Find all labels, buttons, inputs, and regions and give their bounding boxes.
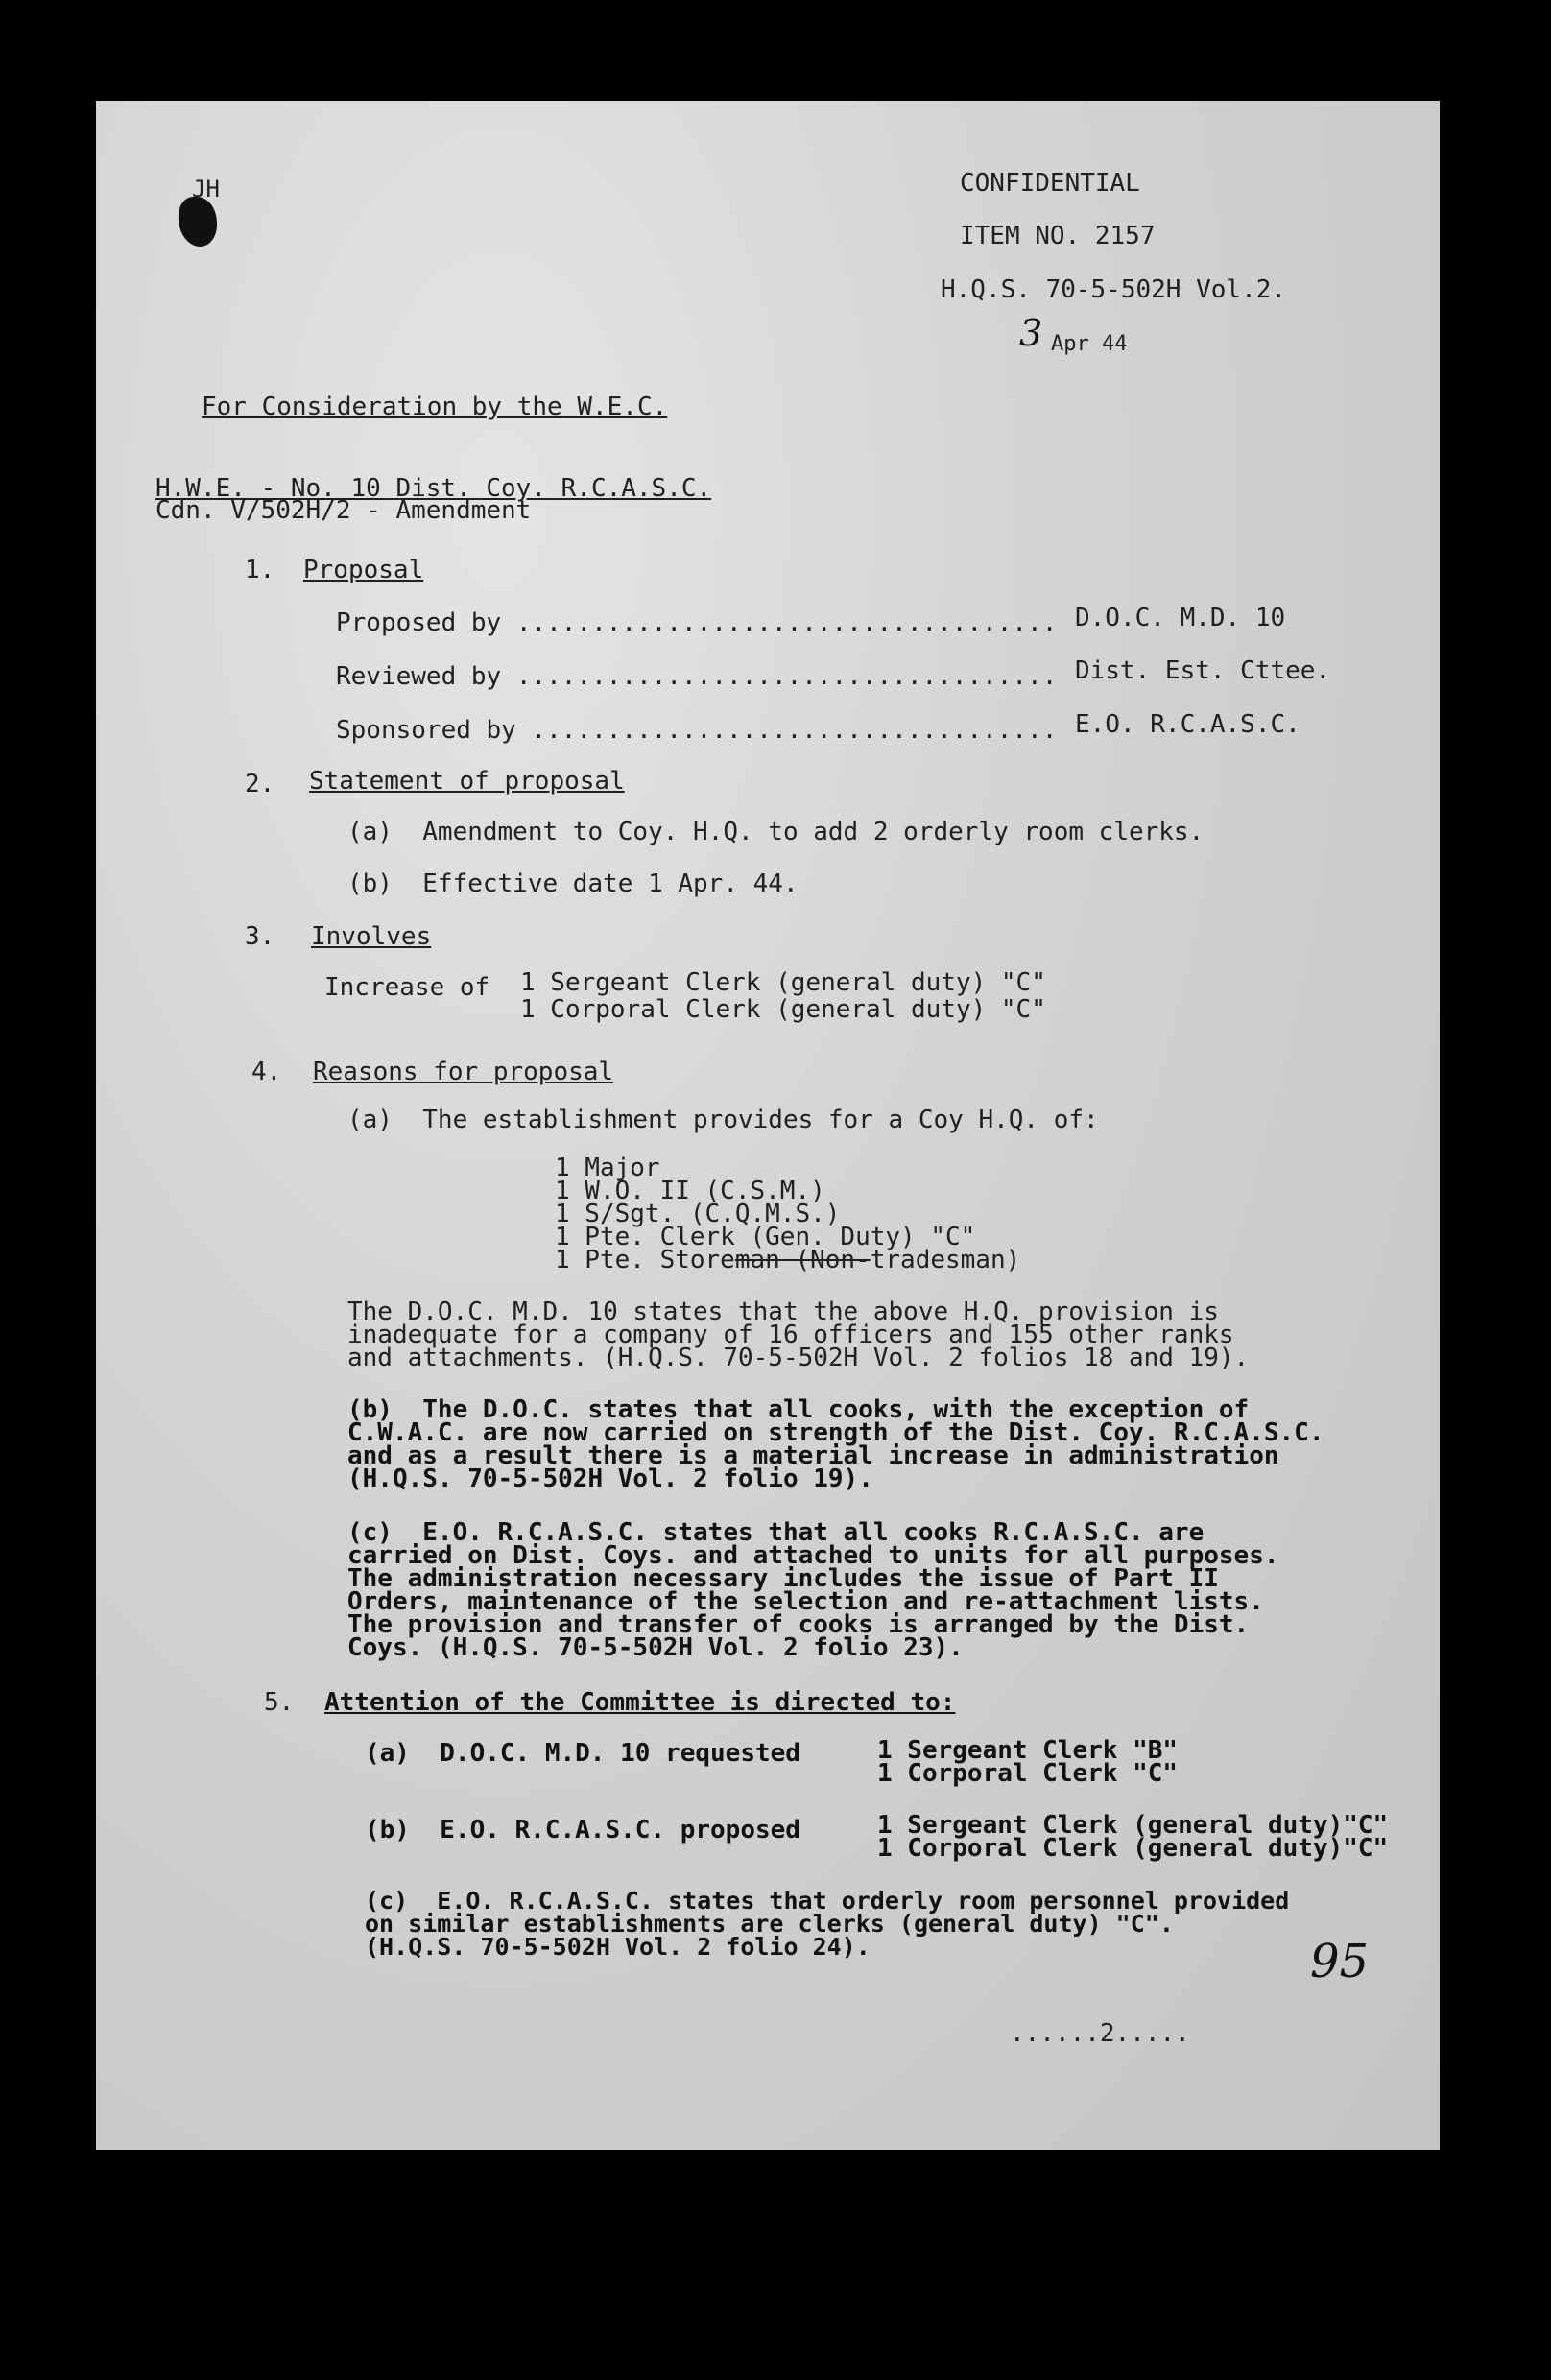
continuation-marker: ......2..... [1010, 2019, 1190, 2048]
section-number: 3. [245, 922, 275, 951]
reasons-c-para-line: Coys. (H.Q.S. 70-5-502H Vol. 2 folio 23). [347, 1633, 964, 1662]
establishment-item: 1 W.O. II (C.S.M.) [555, 1177, 825, 1205]
establishment-item-storeman [555, 1247, 1020, 1273]
section-number: 2. [245, 770, 275, 798]
attention-c-line: on similar establishments are clerks (general duty) "C". [365, 1910, 1174, 1938]
subject-line: H.W.E. - No. 10 Dist. Coy. R.C.A.S.C. [155, 474, 712, 503]
consideration-heading: For Consideration by the W.E.C. [202, 393, 668, 421]
section-title: Reasons for proposal [313, 1058, 614, 1086]
involves-lead: Increase of [324, 973, 490, 1002]
reasons-a-para-line: and attachments. (H.Q.S. 70-5-502H Vol. 2 folios 18 and 19). [347, 1344, 1250, 1372]
reasons-a-para-line: inadequate for a company of 16 officers and 155 other ranks [347, 1321, 1234, 1349]
section-number: 5. [264, 1688, 295, 1717]
section-number: 1. [245, 556, 275, 584]
classification: CONFIDENTIAL [960, 169, 1140, 198]
sponsored-by-label: Sponsored by ................................... [336, 716, 1058, 745]
attention-b-label: (b) E.O. R.C.A.S.C. proposed [365, 1816, 800, 1844]
reasons-c-para-line: The provision and transfer of cooks is arranged by the Dist. [347, 1610, 1250, 1639]
sponsored-by-value: E.O. R.C.A.S.C. [1075, 710, 1300, 739]
involves-item: 1 Sergeant Clerk (general duty) "C" [520, 968, 1046, 997]
attention-b-item: 1 Corporal Clerk (general duty)"C" [877, 1834, 1389, 1863]
storeman-post: tradesman) [870, 1246, 1021, 1274]
storeman-struck: man (Non- [734, 1246, 871, 1274]
document-page [96, 101, 1440, 2150]
reviewed-by-label: Reviewed by .................................... [336, 662, 1058, 691]
reasons-c-para-line: Orders, maintenance of the selection and re-attachment lists. [347, 1587, 1264, 1616]
handwritten-folio-number: 95 [1310, 1935, 1370, 1988]
reference-line: Cdn. V/502H/2 - Amendment [155, 496, 532, 525]
attention-b-item: 1 Sergeant Clerk (general duty)"C" [877, 1811, 1389, 1840]
initials: JH [192, 176, 220, 202]
reasons-c-para-line: carried on Dist. Coys. and attached to units for all purposes. [347, 1541, 1279, 1570]
reasons-a-para-line: The D.O.C. M.D. 10 states that the above H.Q. provision is [347, 1297, 1219, 1326]
attention-a-item: 1 Sergeant Clerk "B" [877, 1736, 1179, 1765]
attention-c-line: (H.Q.S. 70-5-502H Vol. 2 folio 24). [365, 1933, 871, 1961]
section-title: Proposal [303, 556, 424, 584]
reasons-b-para-line: C.W.A.C. are now carried on strength of the Dist. Coy. R.C.A.S.C. [347, 1418, 1324, 1447]
date: Apr 44 [1051, 332, 1128, 356]
reasons-b-para-line: and as a result there is a material increase in administration [347, 1441, 1279, 1470]
section-title: Attention of the Committee is directed to: [324, 1688, 956, 1717]
proposed-by-value: D.O.C. M.D. 10 [1075, 604, 1286, 632]
reasons-c-para-line: (c) E.O. R.C.A.S.C. states that all cooks R.C.A.S.C. are [347, 1518, 1205, 1547]
section-title: Statement of proposal [309, 767, 625, 796]
attention-a-label: (a) D.O.C. M.D. 10 requested [365, 1739, 800, 1768]
reviewed-by-value: Dist. Est. Cttee. [1075, 656, 1331, 685]
establishment-item: 1 Pte. Clerk (Gen. Duty) "C" [555, 1223, 976, 1251]
section-title: Involves [311, 922, 432, 951]
file-reference: H.Q.S. 70-5-502H Vol.2. [941, 275, 1287, 304]
statement-b: (b) Effective date 1 Apr. 44. [347, 869, 799, 898]
reasons-b-para-line: (b) The D.O.C. states that all cooks, with the exception of [347, 1395, 1250, 1424]
reasons-c-para-line: The administration necessary includes the issue of Part II [347, 1564, 1219, 1593]
statement-a: (a) Amendment to Coy. H.Q. to add 2 orderly room clerks. [347, 818, 1205, 846]
reasons-a-intro: (a) The establishment provides for a Coy H.Q. of: [347, 1106, 1099, 1134]
date-day-handwritten: 3 [1019, 312, 1043, 354]
attention-a-item: 1 Corporal Clerk "C" [877, 1759, 1179, 1788]
establishment-item: 1 S/Sgt. (C.Q.M.S.) [555, 1200, 841, 1228]
attention-c-line: (c) E.O. R.C.A.S.C. states that orderly room personnel provided [365, 1887, 1290, 1915]
involves-item: 1 Corporal Clerk (general duty) "C" [520, 995, 1046, 1024]
ink-blot [179, 197, 217, 247]
establishment-item: 1 Major [555, 1154, 660, 1182]
item-number: ITEM NO. 2157 [960, 222, 1156, 250]
storeman-pre: 1 Pte. Store [555, 1246, 735, 1274]
proposed-by-label: Proposed by .................................... [336, 608, 1058, 637]
section-number: 4. [251, 1058, 282, 1086]
reasons-b-para-line: (H.Q.S. 70-5-502H Vol. 2 folio 19). [347, 1464, 873, 1493]
